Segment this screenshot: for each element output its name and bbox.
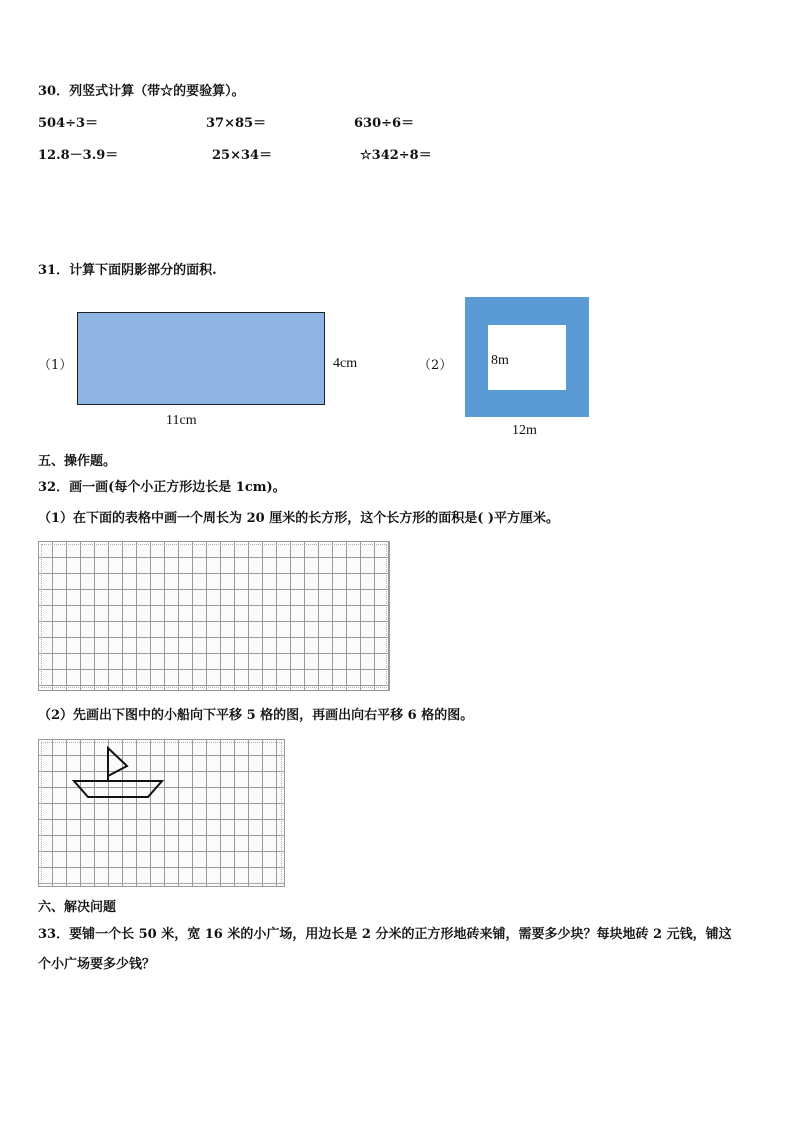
q30-expr-3: 630÷6＝: [354, 116, 415, 131]
q32-part-1: （1）在下面的表格中画一个周长为 20 厘米的长方形，这个长方形的面积是( )平方厘米。: [38, 511, 560, 526]
q30-expr-1: 504÷3＝: [38, 116, 99, 131]
q33-line-1: 33．要铺一个长 50 米，宽 16 米的小广场，用边长是 2 分米的正方形地砖来铺，需要多少块？每块地砖 2 元钱，铺这: [38, 927, 732, 942]
q30-expr-5: 25×34＝: [212, 148, 273, 163]
q32-part-2: （2）先画出下图中的小船向下平移 5 格的图，再画出向右平移 6 格的图。: [38, 708, 474, 723]
section-5-title: 五、操作题。: [38, 454, 117, 469]
rect-height-label: 4cm: [333, 356, 358, 371]
boat-figure: [38, 739, 285, 887]
drawing-grid-1[interactable]: [38, 541, 390, 691]
q31-title: 31．计算下面阴影部分的面积.: [38, 263, 217, 278]
section-6-title: 六、解决问题: [38, 900, 117, 915]
rect-width-label: 11cm: [166, 413, 197, 428]
figure-1-label: （1）: [38, 358, 73, 373]
figure-2-label: （2）: [418, 358, 453, 373]
shaded-square-frame: [465, 297, 589, 417]
outer-square-label: 12m: [512, 423, 537, 438]
q33-line-2: 个小广场要多少钱？: [38, 957, 156, 972]
q30-title: 30．列竖式计算（带☆的要验算）。: [38, 84, 245, 99]
q32-title: 32．画一画(每个小正方形边长是 1cm)。: [38, 480, 286, 495]
inner-square-label: 8m: [491, 353, 509, 368]
boat-hull: [74, 781, 162, 797]
q30-expr-4: 12.8－3.9＝: [38, 148, 119, 163]
shaded-rectangle: [77, 312, 325, 405]
q30-expr-2: 37×85＝: [206, 116, 267, 131]
boat-sail: [108, 748, 127, 776]
q30-expr-6: ☆342÷8＝: [360, 148, 432, 163]
